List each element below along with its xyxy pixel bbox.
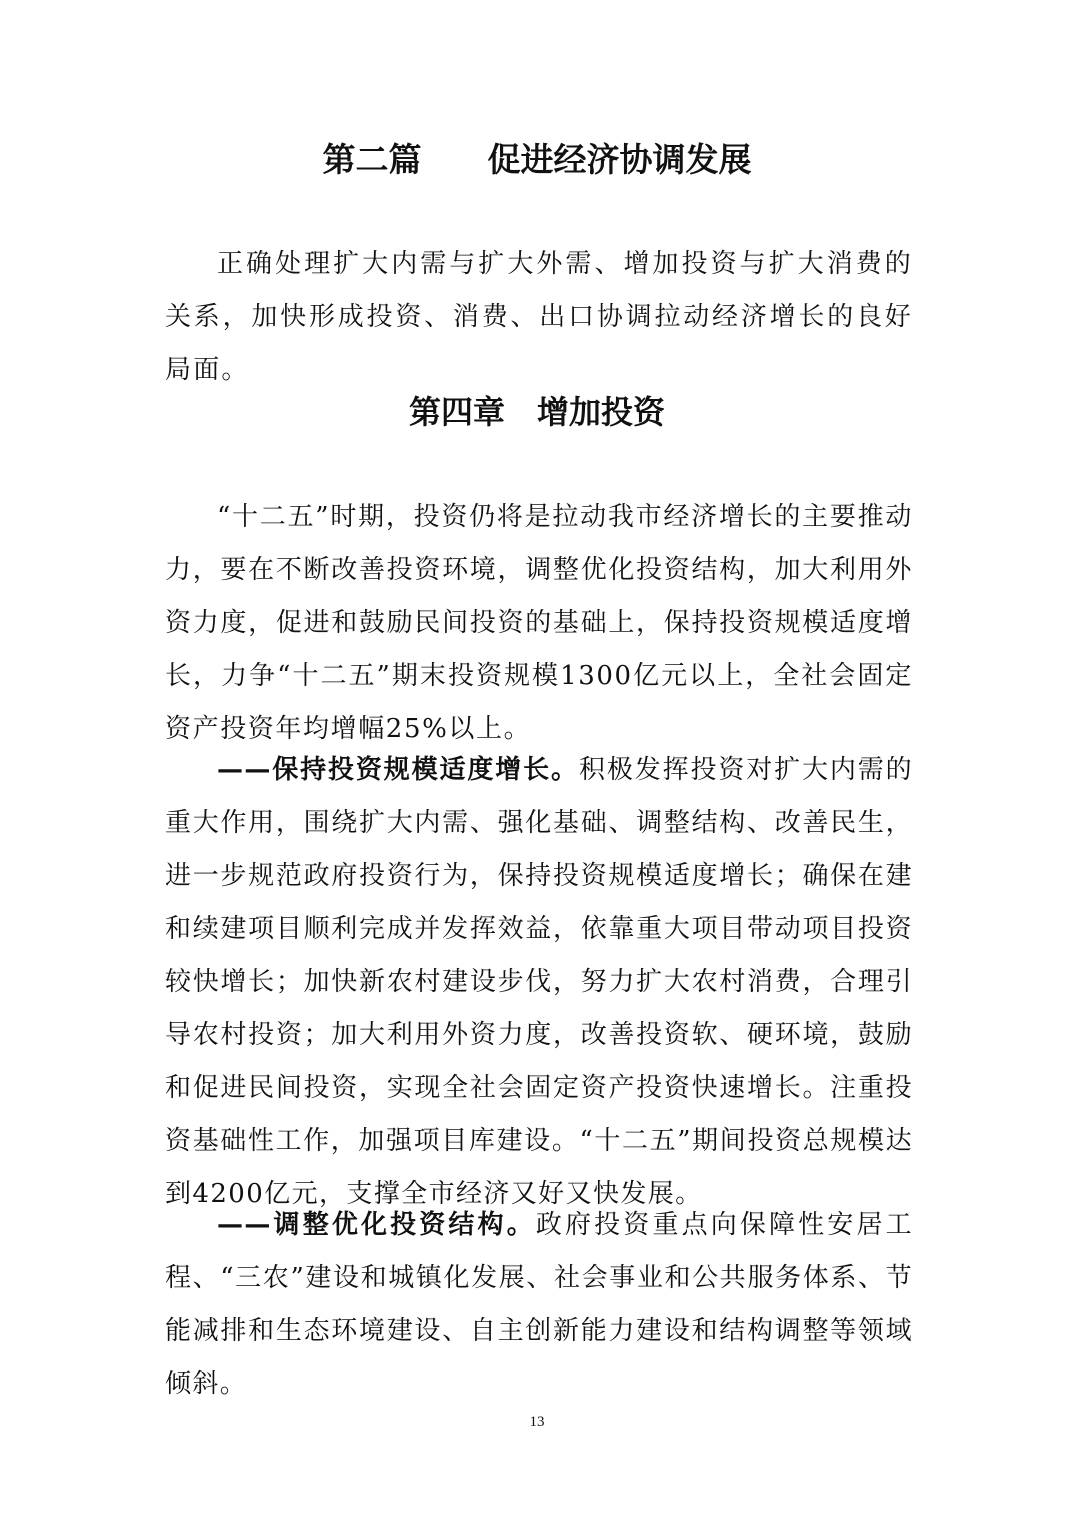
paragraph-2-text: 积极发挥投资对扩大内需的重大作用，围绕扩大内需、强化基础、调整结构、改善民生，进一步规范政府投资行为，保持投资规模适度增长；确保在建和续建项目顺利完成并发挥效益，依靠重大项目带动项目投资较快增长；加快新农村建设步伐，努力扩大农村消费，合理引导农村投资；加大利用外资力度，改善投资软、硬环境，鼓励和促进民间投资，实现全社会固定资产投资快速增长。注重投资基础性工作，加强项目库建设。“十二五”期间投资总规模达到4200亿元，支撑全市经济又好又快发展。 (165, 755, 913, 1209)
intro-paragraph: 正确处理扩大内需与扩大外需、增加投资与扩大消费的关系，加快形成投资、消费、出口协调拉动经济增长的良好局面。 (165, 249, 913, 385)
page-number: 13 (529, 1414, 545, 1430)
body-paragraph-3 (165, 1199, 913, 1411)
paragraph-1-text: “十二五”时期，投资仍将是拉动我市经济增长的主要推动力，要在不断改善投资环境，调整优化投资结构，加大利用外资力度，促进和鼓励民间投资的基础上，保持投资规模适度增长，力争“十二五”期末投资规模1300亿元以上，全社会固定资产投资年均增幅25%以上。 (165, 502, 913, 744)
body-paragraph-2 (165, 744, 913, 1221)
paragraph-3-lead-heading: ——调整优化投资结构。 (217, 1210, 536, 1240)
paragraph-2-lead-heading: ——保持投资规模适度增长。 (217, 755, 579, 785)
body-paragraph-1 (165, 491, 913, 756)
paragraph-3-text: 政府投资重点向保障性安居工程、“三农”建设和城镇化发展、社会事业和公共服务体系、节能减排和生态环境建设、自主创新能力建设和结构调整等领域倾斜。 (165, 1210, 914, 1399)
chapter-title: 第四章 增加投资 (408, 393, 665, 431)
part-title: 第二篇 促进经济协调发展 (322, 140, 752, 179)
